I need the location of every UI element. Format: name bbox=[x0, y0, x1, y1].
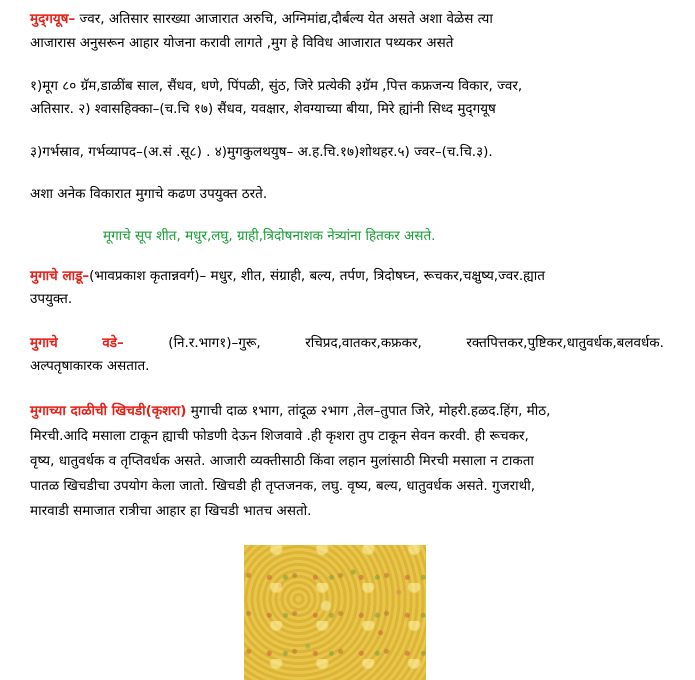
vade-word-3: (नि.र.भाग१)–गुरू, bbox=[168, 335, 261, 351]
ladu-term: मुगाचे लाडू– bbox=[30, 268, 90, 284]
vade-line-2: अल्पतृषाकारक असतात. bbox=[30, 358, 150, 374]
khichdi-photo bbox=[244, 545, 426, 680]
khichdi-line-4: पातळ खिचडीचा उपयोग केला जातो. खिचडी ही तृप्तजनक, लघु. वृष्य, बल्य, धातुवर्धक असते. गुजराथी, bbox=[30, 478, 536, 494]
vade-term-1: मुगाचे bbox=[30, 335, 58, 351]
soup-properties-line: मूगाचे सूप शीत, मधुर,लघु, ग्राही,त्रिदोषनाशक नेत्र्यांना हितकर असते. bbox=[103, 228, 436, 244]
ladu-text-1: (भावप्रकाश कृतान्नवर्ग)– मधुर, शीत, संग्राही, बल्य, तर्पण, त्रिदोषघ्न, रूचकर,चक्षुष्य,ज्वर.ह्यात bbox=[89, 268, 545, 284]
khichdi-line-1 bbox=[30, 401, 550, 421]
khichdi-term: मुगाच्या दाळीची खिचडी(कृशरा) bbox=[30, 403, 187, 419]
vade-word-4: रचिप्रद,वातकर,कफ्रकर, bbox=[305, 335, 422, 351]
kadhan-line: अशा अनेक विकारात मुगाचे कढण उपयुक्त ठरते. bbox=[30, 186, 268, 202]
vade-line-1 bbox=[30, 333, 664, 353]
mudgayush-line-2: आजारास अनुसरून आहार योजना करावी लागते ,मुग हे विविध आजारात पथ्यकर असते bbox=[30, 35, 454, 51]
mudgayush-term: मुद्‌गयूष– bbox=[30, 11, 76, 27]
mudgayush-text-1: ज्वर, अतिसार सारख्या आजारात अरुचि, अग्निमांद्य,दौर्बल्य येत असते अशा वेळेस त्या bbox=[75, 11, 493, 27]
ladu-line-2: उपयुक्त. bbox=[30, 291, 73, 307]
vade-word-5: रक्तपित्तकर,पुष्टिकर,धातुवर्धक,बलवर्धक. bbox=[466, 335, 664, 351]
recipe-line-2: अतिसार. २) श्वासहिक्का–(च.चि १७) सैंधव, यवक्षार, शेवग्याच्या बीया, मिरे ह्यांनी सिध्द मुद्‌गयूष bbox=[30, 101, 496, 117]
vade-term-2: वडे– bbox=[102, 335, 124, 351]
khichdi-line-3: वृष्य, धातुवर्धक व तृप्तिवर्धक असते. आजारी व्यक्तीसाठी किंवा लहान मुलांसाठी मिरची मसाला न टाकता bbox=[30, 453, 534, 469]
recipe-line-1: १)मूग ८० ग्रॅम,डाळींब साल, सैंधव, धणे, पिंपळी, सुंठ, जिरे प्रत्येकी ३ग्रॅम ,पित्त कफ्रजन्य विकार, ज्वर, bbox=[30, 78, 523, 94]
khichdi-text-1: मुगाची दाळ १भाग, तांदूळ २भाग ,तेल–तुपात जिरे, मोहरी.हळद.हिंग, मीठ, bbox=[186, 403, 551, 419]
khichdi-line-5: मारवाडी समाजात रात्रीचा आहार हा खिचडी भातच असतो. bbox=[30, 503, 312, 519]
references-line: ३)गर्भस्राव, गर्भव्यापद–(अ.सं .सू८) . ४)मुगकुलथयुष– अ.ह.चि.१७)शोथहर.५) ज्वर–(च.चि.३). bbox=[30, 144, 493, 160]
mudgayush-line-1 bbox=[30, 9, 493, 29]
khichdi-line-2: मिरची.आदि मसाला टाकून ह्याची फोडणी देऊन शिजवावे .ही कृशरा तुप टाकून सेवन करवी. ही रूचकर, bbox=[30, 428, 529, 444]
ladu-line-1 bbox=[30, 266, 545, 286]
